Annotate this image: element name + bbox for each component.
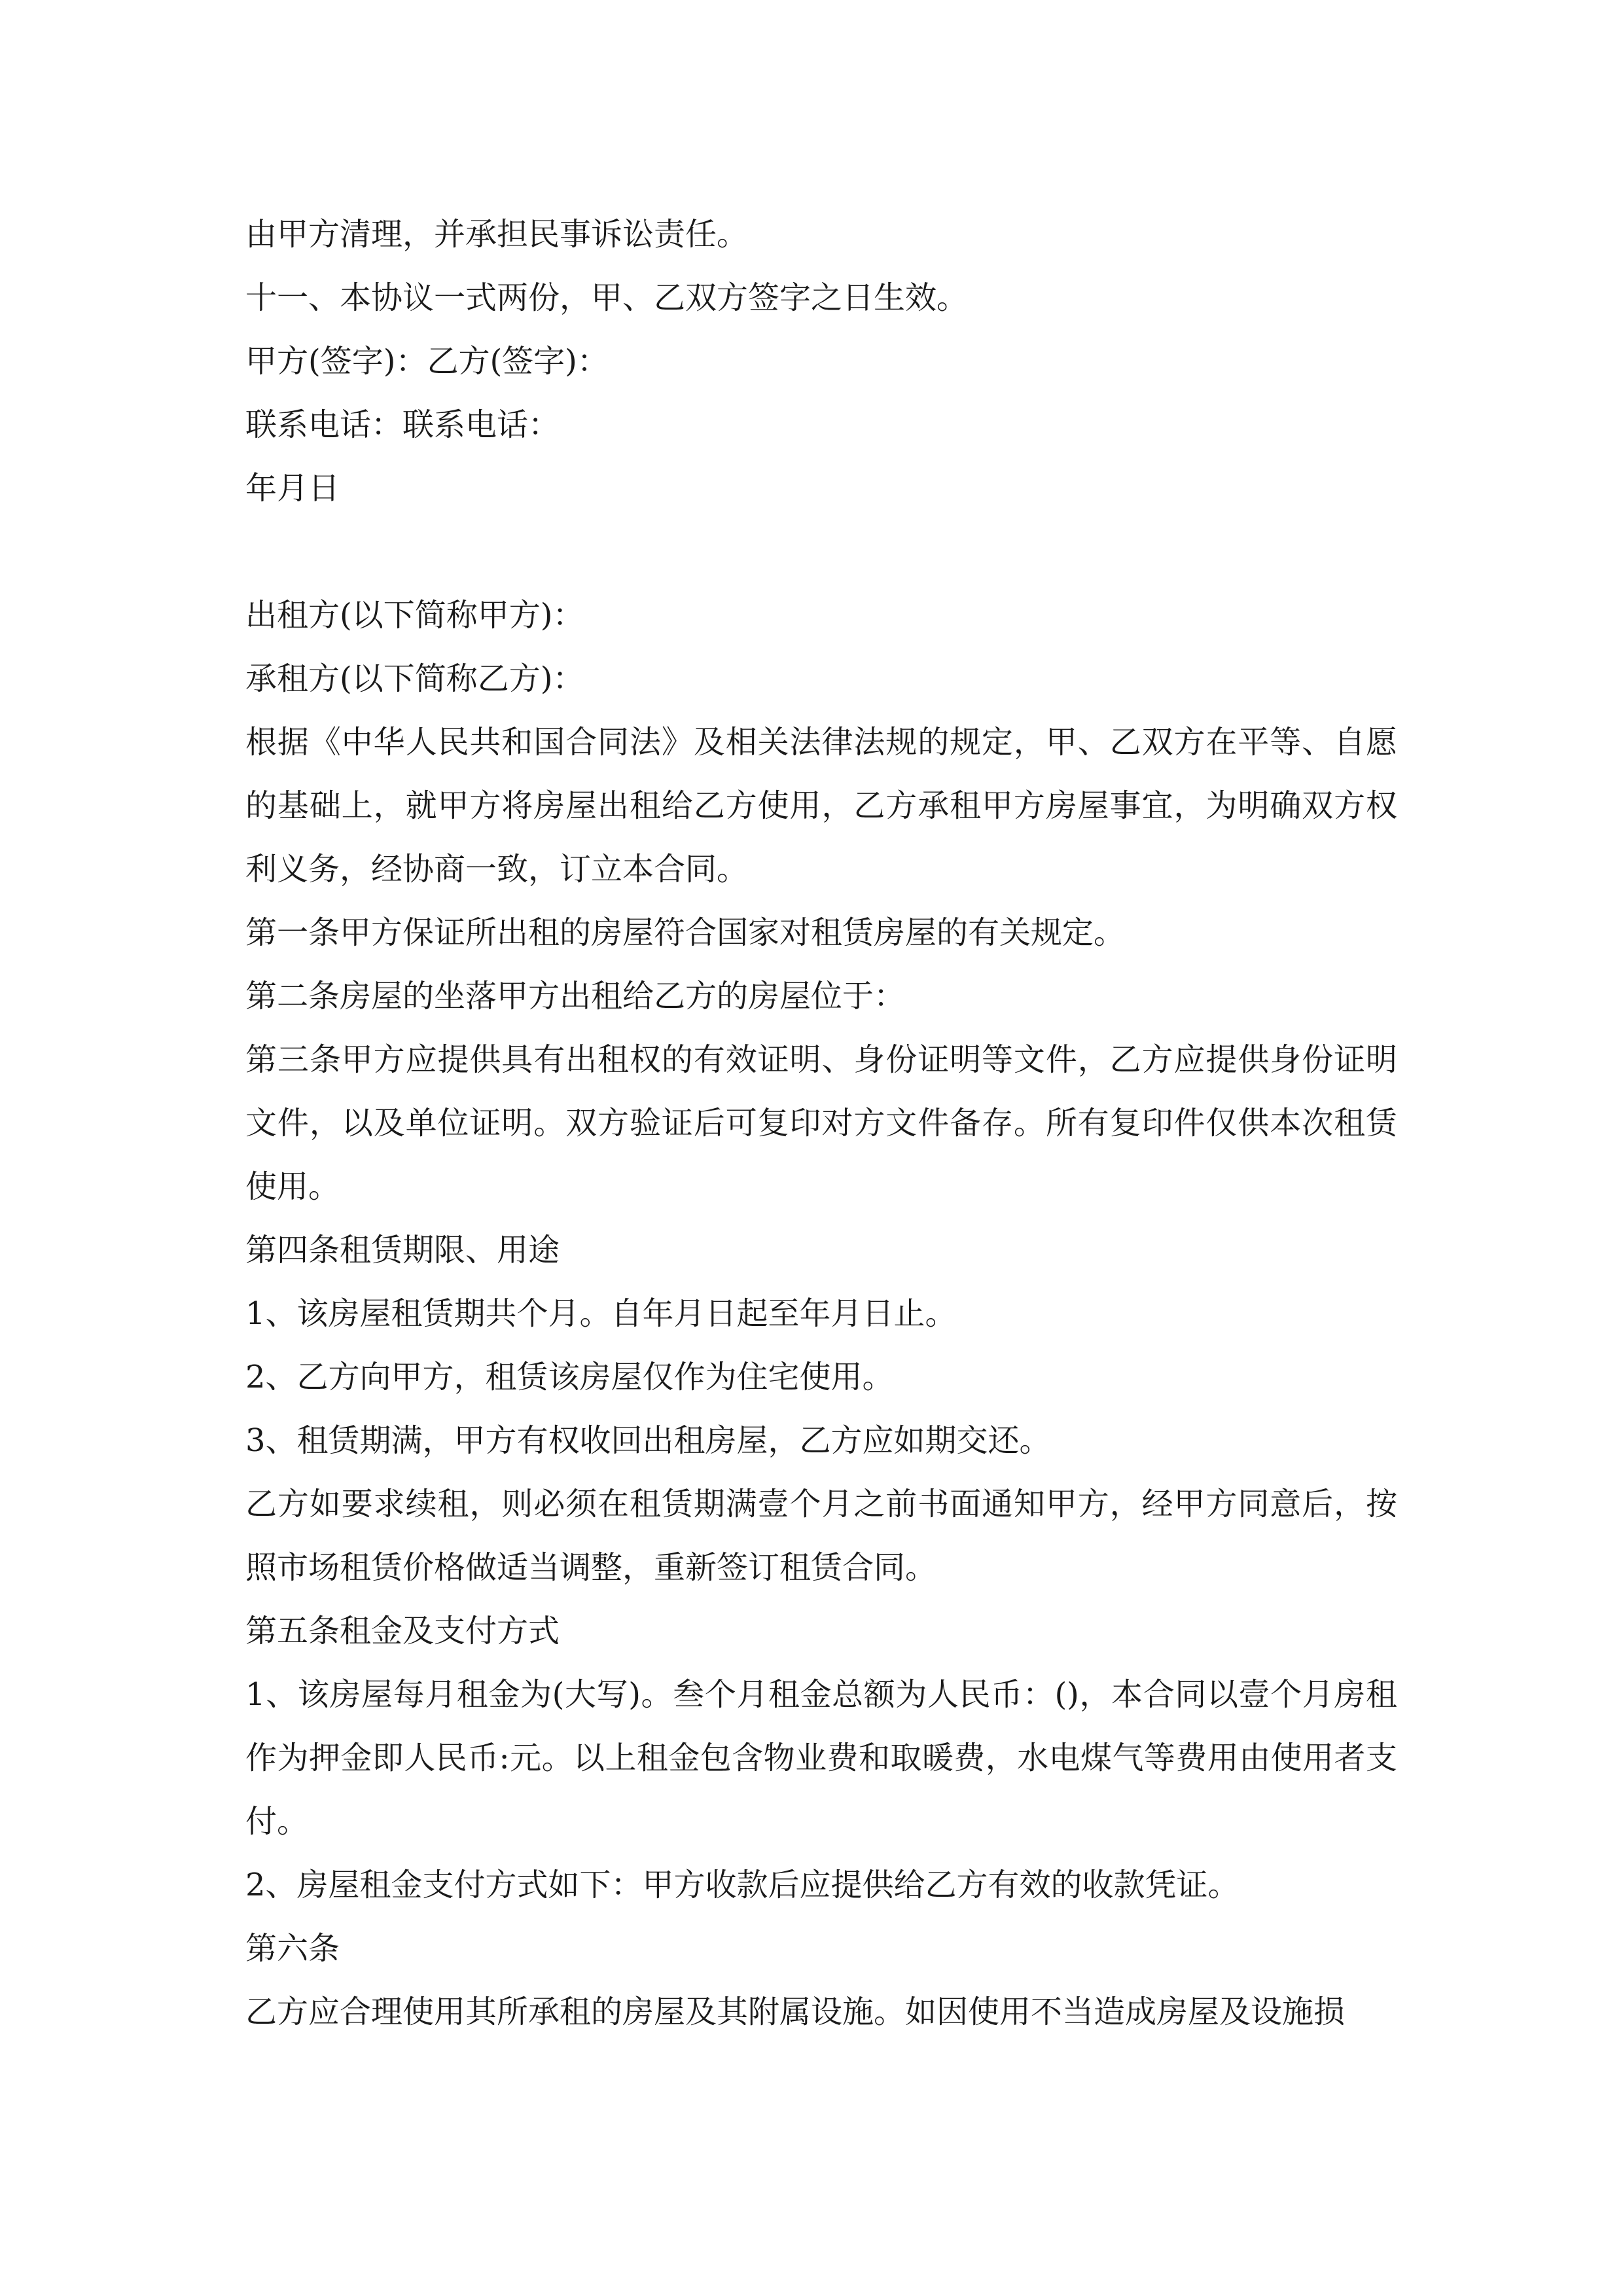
paragraph-article-six-body: 乙方应合理使用其所承租的房屋及其附属设施。如因使用不当造成房屋及设施损 (245, 1994, 1346, 2030)
paragraph-article-five-item-2: 2、房屋租金支付方式如下：甲方收款后应提供给乙方有效的收款凭证。 (245, 1867, 1240, 1903)
paragraph-article-five-heading: 第五条租金及支付方式 (245, 1613, 560, 1649)
paragraph-cleanup-liability: 由甲方清理，并承担民事诉讼责任。 (245, 216, 749, 253)
paragraph-article-three: 第三条甲方应提供具有出租权的有效证明、身份证明等文件，乙方应提供身份证明文件，以及单位证明。双方验证后可复印对方文件备存。所有复印件仅供本次租赁使用。 (245, 1041, 1397, 1205)
paragraph-renewal: 乙方如要求续租，则必须在租赁期满壹个月之前书面通知甲方，经甲方同意后，按照市场租赁价格做适当调整，重新签订租赁合同。 (245, 1486, 1397, 1586)
paragraph-article-four-item-2: 2、乙方向甲方，租赁该房屋仅作为住宅使用。 (245, 1359, 894, 1395)
paragraph-article-six-heading: 第六条 (245, 1930, 340, 1967)
paragraph-lessor: 出租方(以下简称甲方)： (245, 597, 584, 634)
paragraph-clause-eleven: 十一、本协议一式两份，甲、乙双方签字之日生效。 (245, 279, 969, 316)
paragraph-article-five-item-1: 1、该房屋每月租金为(大写)。叁个月租金总额为人民币：()，本合同以壹个月房租作为押金即人民币:元。以上租金包含物业费和取暖费，水电煤气等费用由使用者支付。 (245, 1676, 1397, 1840)
paragraph-preamble: 根据《中华人民共和国合同法》及相关法律法规的规定，甲、乙双方在平等、自愿的基础上，就甲方将房屋出租给乙方使用，乙方承租甲方房屋事宜，为明确双方权利义务，经协商一致，订立本合同。 (245, 724, 1397, 888)
paragraph-signatures: 甲方(签字)：乙方(签字)： (245, 343, 609, 380)
paragraph-date: 年月日 (245, 470, 340, 507)
paragraph-article-one: 第一条甲方保证所出租的房屋符合国家对租赁房屋的有关规定。 (245, 914, 1126, 951)
paragraph-article-four-item-1: 1、该房屋租赁期共个月。自年月日起至年月日止。 (245, 1295, 957, 1332)
paragraph-lessee: 承租方(以下简称乙方)： (245, 660, 584, 697)
paragraph-phone-numbers: 联系电话：联系电话： (245, 406, 560, 443)
document-body (245, 203, 1397, 2044)
paragraph-article-four-item-3: 3、租赁期满，甲方有权收回出租房屋，乙方应如期交还。 (245, 1422, 1051, 1459)
paragraph-article-two: 第二条房屋的坐落甲方出租给乙方的房屋位于： (245, 978, 906, 1014)
section-spacer (245, 520, 1397, 584)
paragraph-article-four-heading: 第四条租赁期限、用途 (245, 1232, 560, 1268)
